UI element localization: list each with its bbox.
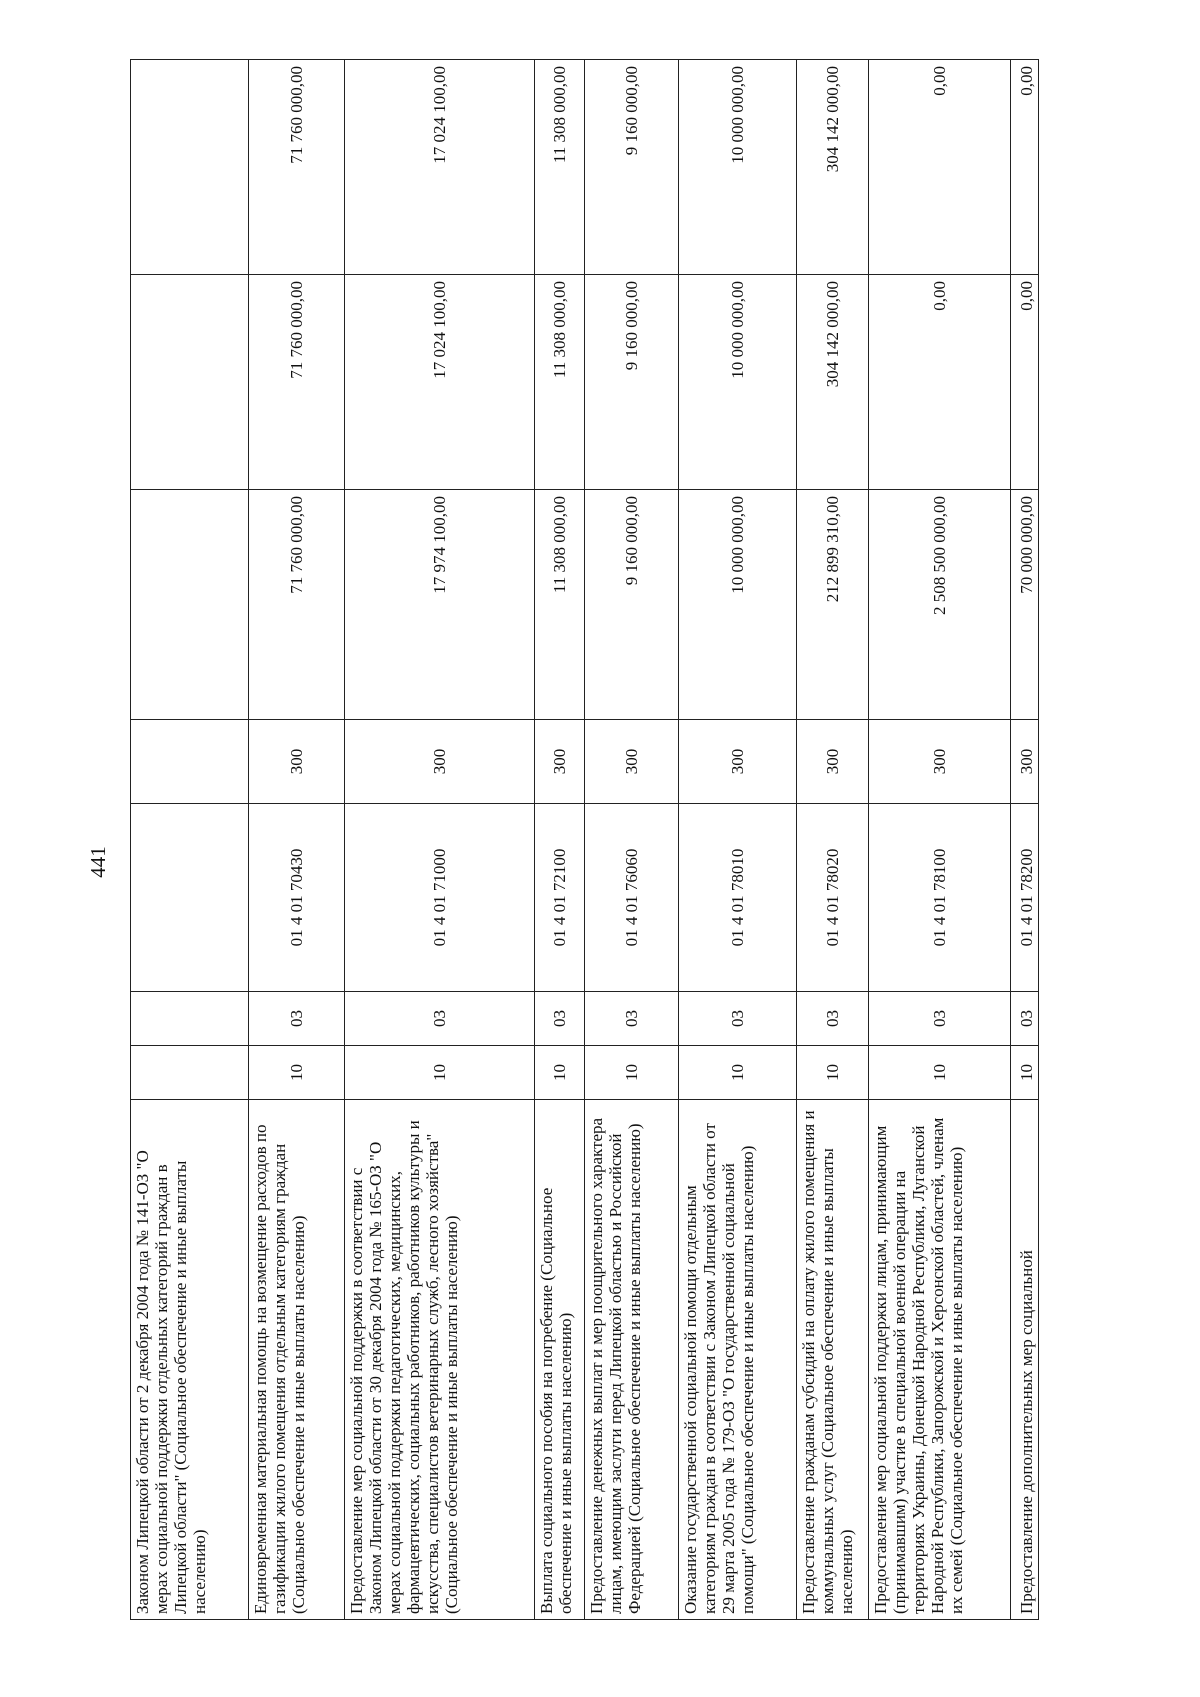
- amount-year-1: 2 508 500 000,00: [869, 490, 1011, 720]
- section-code: 10: [797, 1046, 869, 1100]
- amount-year-3: 11 308 000,00: [535, 60, 585, 275]
- subsection-code: 03: [535, 992, 585, 1046]
- amount-year-3: 304 142 000,00: [797, 60, 869, 275]
- row-description: Законом Липецкой области от 2 декабря 2004 года № 141-ОЗ "О мерах социальной поддержки отдельных категорий граждан в Липецкой области" (Социальное обеспечение и иные выплаты населению): [131, 1100, 249, 1620]
- section-code: 10: [869, 1046, 1011, 1100]
- amount-year-2: 17 024 100,00: [345, 275, 535, 490]
- amount-year-3: 17 024 100,00: [345, 60, 535, 275]
- target-article-code: 01 4 01 70430: [249, 804, 345, 992]
- expense-type-code: 300: [1011, 720, 1039, 804]
- amount-year-1: 71 760 000,00: [249, 490, 345, 720]
- amount-year-3: [131, 60, 249, 275]
- expense-type-code: 300: [535, 720, 585, 804]
- amount-year-2: 10 000 000,00: [679, 275, 797, 490]
- row-description: Предоставление денежных выплат и мер поощрительного характера лицам, имеющим заслуги перед Липецкой областью и Российской Федерацией (Социальное обеспечение и иные выплаты населению): [585, 1100, 679, 1620]
- subsection-code: 03: [249, 992, 345, 1046]
- budget-table-container: [130, 60, 1120, 1620]
- amount-year-1: 70 000 000,00: [1011, 490, 1039, 720]
- amount-year-3: 10 000 000,00: [679, 60, 797, 275]
- target-article-code: 01 4 01 78010: [679, 804, 797, 992]
- table-row: [679, 60, 797, 1620]
- amount-year-1: 9 160 000,00: [585, 490, 679, 720]
- amount-year-2: 0,00: [869, 275, 1011, 490]
- amount-year-3: 0,00: [1011, 60, 1039, 275]
- section-code: 10: [585, 1046, 679, 1100]
- amount-year-2: 9 160 000,00: [585, 275, 679, 490]
- row-description: Предоставление гражданам субсидий на оплату жилого помещения и коммунальных услуг (Социальное обеспечение и иные выплаты населению): [797, 1100, 869, 1620]
- row-description: Предоставление мер социальной поддержки в соответствии с Законом Липецкой области от 30 декабря 2004 года № 165-ОЗ "О мерах социальной поддержки педагогических, медицинских, фармацевтических, социальных работников, работников культуры и искусства, специалистов ветеринарных служб, лесного хозяйства" (Социальное обеспечение и иные выплаты населению): [345, 1100, 535, 1620]
- section-code: [131, 1046, 249, 1100]
- subsection-code: 03: [345, 992, 535, 1046]
- target-article-code: 01 4 01 72100: [535, 804, 585, 992]
- subsection-code: 03: [797, 992, 869, 1046]
- amount-year-2: 71 760 000,00: [249, 275, 345, 490]
- target-article-code: 01 4 01 78020: [797, 804, 869, 992]
- table-row: [249, 60, 345, 1620]
- subsection-code: [131, 992, 249, 1046]
- rotated-page: [130, 60, 1120, 1620]
- row-description: Оказание государственной социальной помощи отдельным категориям граждан в соответствии с Законом Липецкой области от 29 марта 2005 года № 179-ОЗ "О государственной социальной помощи" (Социальное обеспечение и иные выплаты населению): [679, 1100, 797, 1620]
- section-code: 10: [249, 1046, 345, 1100]
- amount-year-2: 0,00: [1011, 275, 1039, 490]
- section-code: 10: [345, 1046, 535, 1100]
- table-row: [131, 60, 249, 1620]
- amount-year-1: 212 899 310,00: [797, 490, 869, 720]
- amount-year-2: [131, 275, 249, 490]
- target-article-code: 01 4 01 71000: [345, 804, 535, 992]
- subsection-code: 03: [869, 992, 1011, 1046]
- amount-year-2: 304 142 000,00: [797, 275, 869, 490]
- row-description: Единовременная материальная помощь на возмещение расходов по газификации жилого помещения отдельным категориям граждан (Социальное обеспечение и иные выплаты населению): [249, 1100, 345, 1620]
- row-description: Предоставление мер социальной поддержки лицам, принимающим (принимавшим) участие в специальной военной операции на территориях Украины, Донецкой Народной Республики, Луганской Народной Республики, Запорожской и Херсонской областей, членам их семей (Социальное обеспечение и иные выплаты населению): [869, 1100, 1011, 1620]
- amount-year-2: 11 308 000,00: [535, 275, 585, 490]
- section-code: 10: [535, 1046, 585, 1100]
- page-number: 441: [85, 846, 110, 878]
- subsection-code: 03: [585, 992, 679, 1046]
- table-row: [797, 60, 869, 1620]
- section-code: 10: [1011, 1046, 1039, 1100]
- expense-type-code: 300: [345, 720, 535, 804]
- table-row: [585, 60, 679, 1620]
- target-article-code: [131, 804, 249, 992]
- amount-year-1: 11 308 000,00: [535, 490, 585, 720]
- expense-type-code: [131, 720, 249, 804]
- expense-type-code: 300: [249, 720, 345, 804]
- table-row: [345, 60, 535, 1620]
- expense-type-code: 300: [797, 720, 869, 804]
- subsection-code: 03: [1011, 992, 1039, 1046]
- amount-year-1: [131, 490, 249, 720]
- amount-year-3: 71 760 000,00: [249, 60, 345, 275]
- expense-type-code: 300: [585, 720, 679, 804]
- amount-year-3: 9 160 000,00: [585, 60, 679, 275]
- target-article-code: 01 4 01 78100: [869, 804, 1011, 992]
- budget-table: [130, 59, 1039, 1620]
- table-row: [1011, 60, 1039, 1620]
- target-article-code: 01 4 01 78200: [1011, 804, 1039, 992]
- subsection-code: 03: [679, 992, 797, 1046]
- table-row: [869, 60, 1011, 1620]
- section-code: 10: [679, 1046, 797, 1100]
- expense-type-code: 300: [679, 720, 797, 804]
- row-description: Предоставление дополнительных мер социальной: [1011, 1100, 1039, 1620]
- target-article-code: 01 4 01 76060: [585, 804, 679, 992]
- amount-year-1: 10 000 000,00: [679, 490, 797, 720]
- table-row: [535, 60, 585, 1620]
- row-description: Выплата социального пособия на погребение (Социальное обеспечение и иные выплаты населению): [535, 1100, 585, 1620]
- amount-year-3: 0,00: [869, 60, 1011, 275]
- expense-type-code: 300: [869, 720, 1011, 804]
- amount-year-1: 17 974 100,00: [345, 490, 535, 720]
